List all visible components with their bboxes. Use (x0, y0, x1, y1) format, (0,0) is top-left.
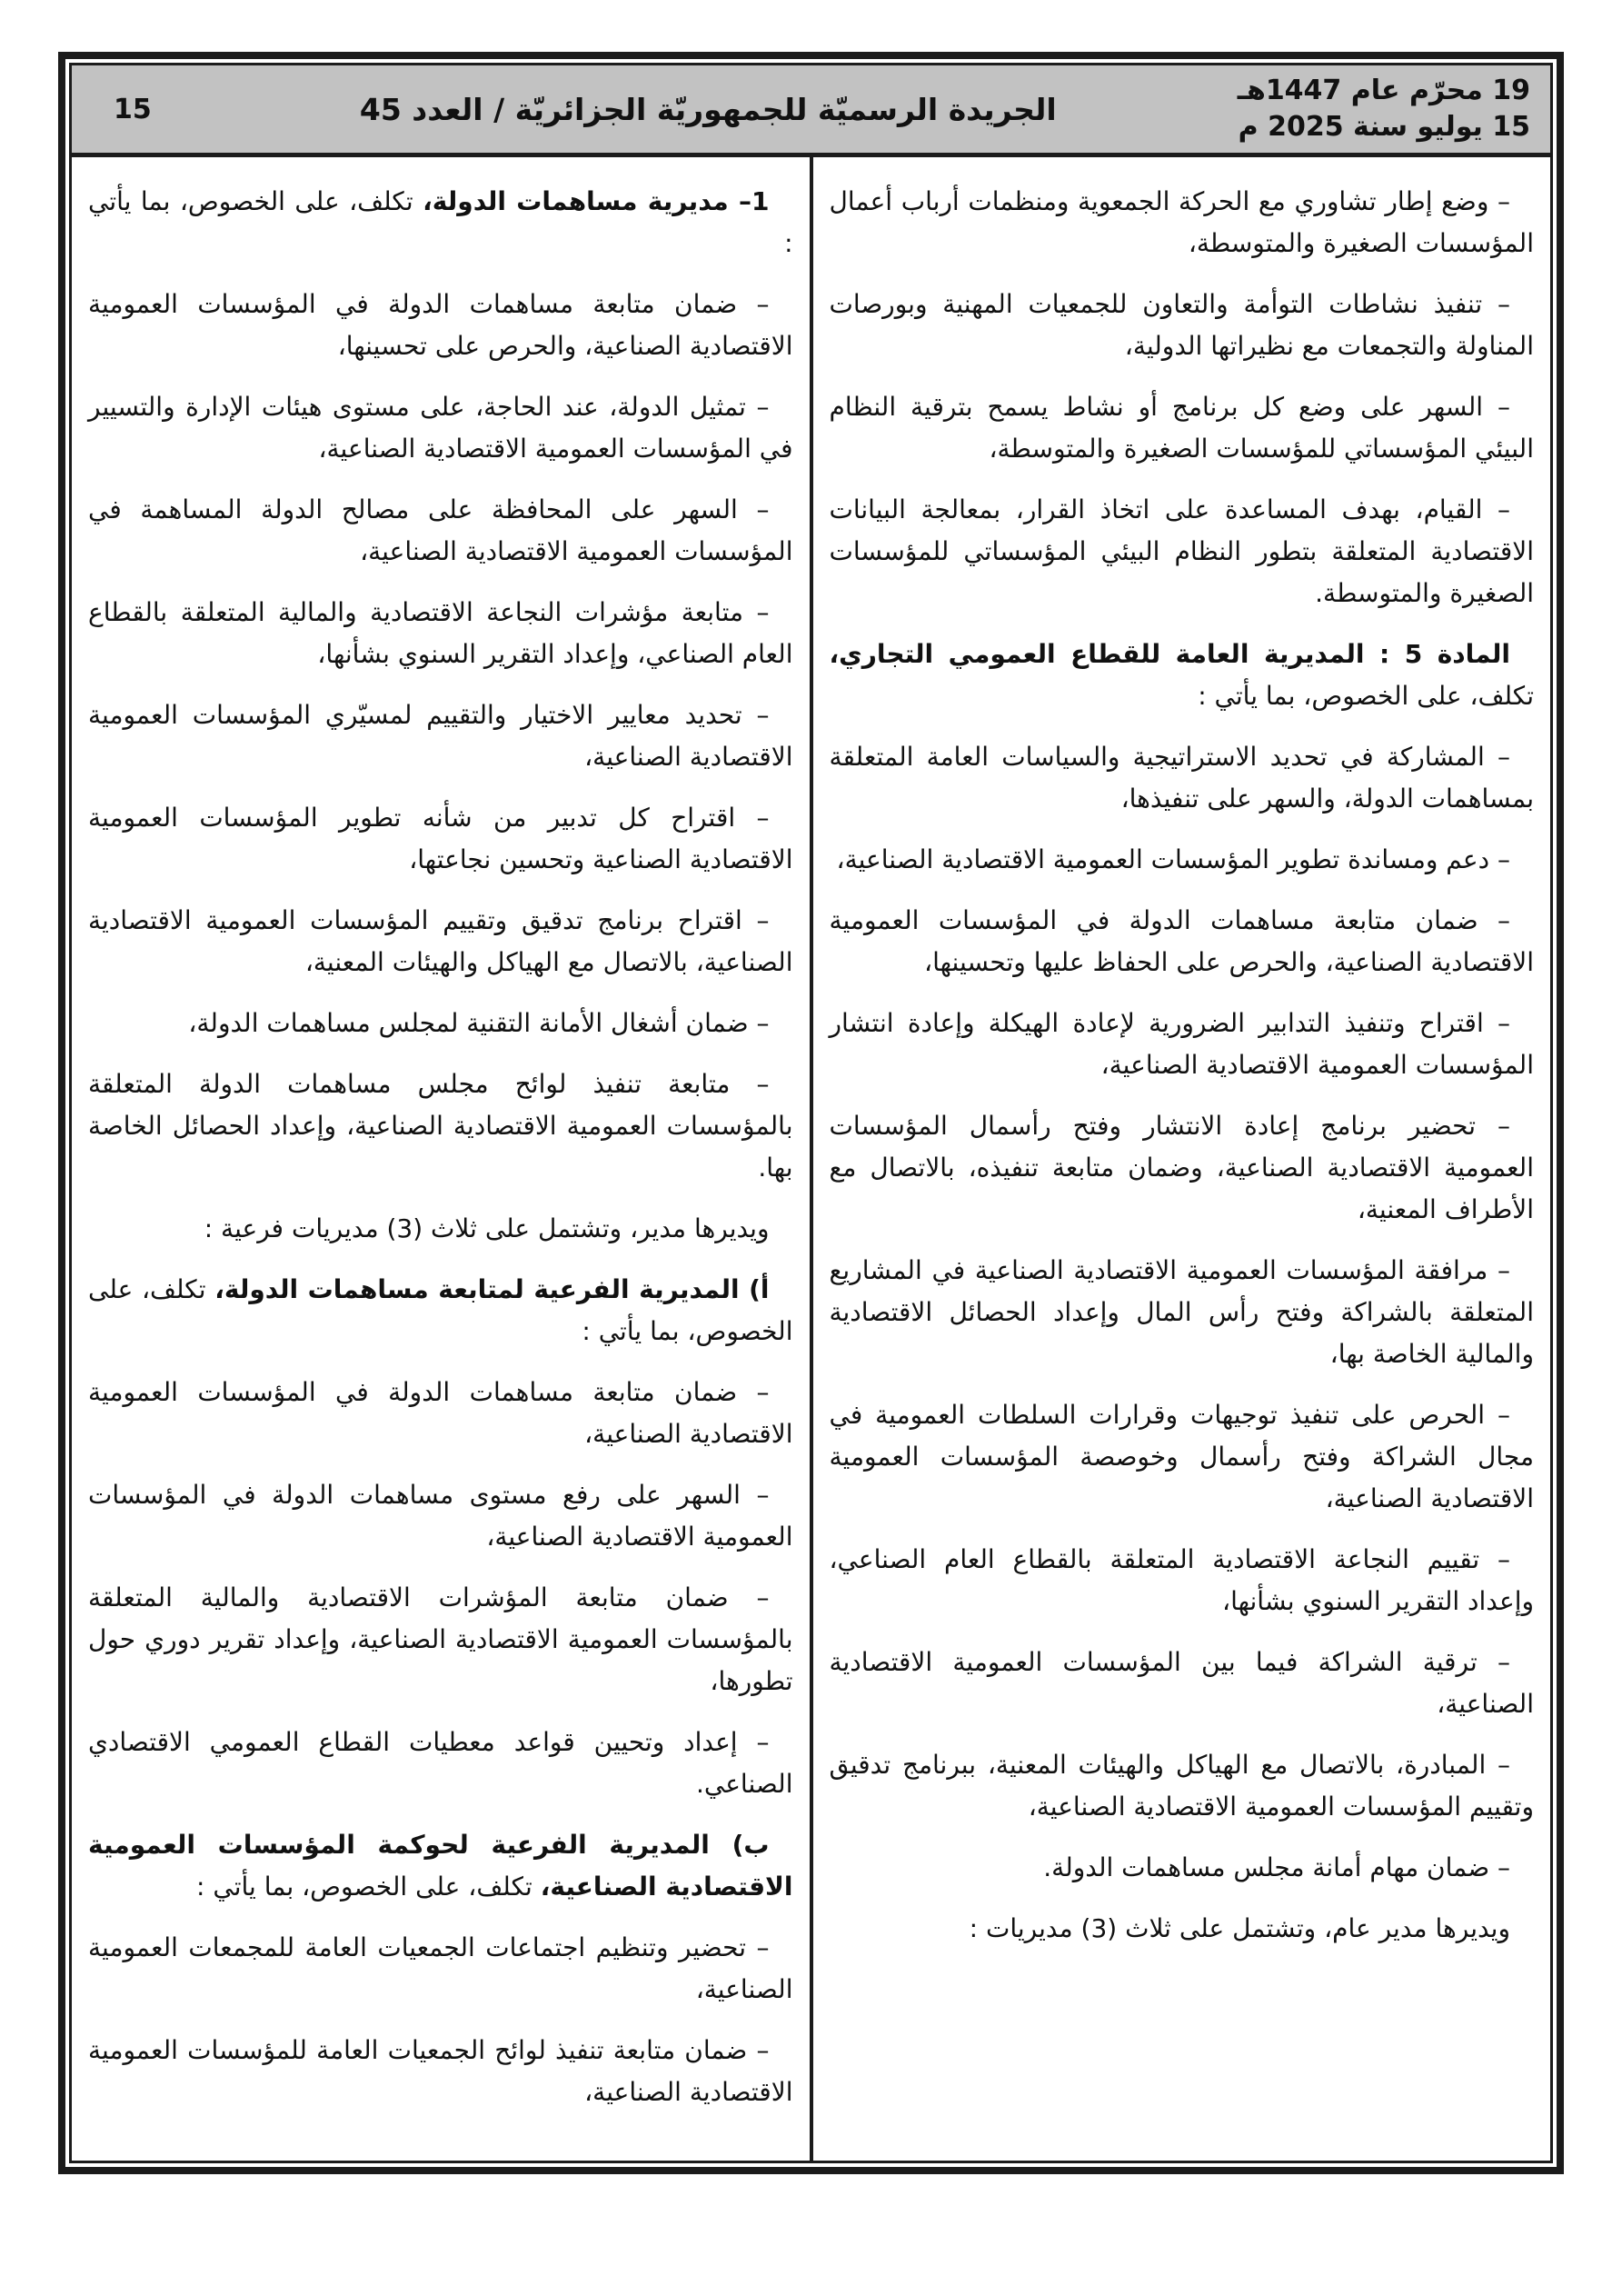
paragraph-heading: المادة 5 : المديرية العامة للقطاع العمومي التجاري، (829, 639, 1510, 669)
page-frame (58, 52, 1564, 2174)
paragraph: 1– مديرية مساهمات الدولة، تكلف، على الخصوص، بما يأتي : (88, 186, 793, 258)
paragraph: – تحديد معايير الاختيار والتقييم لمسيّري المؤسسات العمومية الاقتصادية الصناعية، (88, 700, 793, 772)
paragraph: – تمثيل الدولة، عند الحاجة، على مستوى هيئات الإدارة والتسيير في المؤسسات العمومية الاقتصادية الصناعية، (88, 392, 793, 464)
paragraph: – تنفيذ نشاطات التوأمة والتعاون للجمعيات المهنية وبورصات المناولة والتجمعات مع نظيراتها الدولية، (829, 289, 1534, 361)
paragraph: – متابعة تنفيذ لوائح مجلس مساهمات الدولة المتعلقة بالمؤسسات العمومية الاقتصادية الصناعية، وإعداد الحصائل الخاصة بها. (88, 1069, 793, 1183)
paragraph: – السهر على وضع كل برنامج أو نشاط يسمح بترقية النظام البيئي المؤسساتي للمؤسسات الصغيرة والمتوسطة، (829, 392, 1534, 464)
paragraph-heading: ب) المديرية الفرعية لحوكمة المؤسسات العمومية الاقتصادية الصناعية، (88, 1830, 793, 1902)
paragraph: ب) المديرية الفرعية لحوكمة المؤسسات العمومية الاقتصادية الصناعية، تكلف، على الخصوص، بما يأتي : (88, 1830, 793, 1902)
paragraph: – مرافقة المؤسسات العمومية الاقتصادية الصناعية في المشاريع المتعلقة بالشراكة وفتح رأس المال وإعداد الحصائل الاقتصادية والمالية الخاصة بها، (829, 1255, 1534, 1369)
date-hijri: 19 محرّم عام 1447هـ (1237, 75, 1530, 106)
paragraph: – اقتراح كل تدبير من شأنه تطوير المؤسسات العمومية الاقتصادية الصناعية وتحسين نجاعتها، (88, 803, 793, 874)
paragraph: – دعم ومساندة تطوير المؤسسات العمومية الاقتصادية الصناعية، (836, 844, 1510, 874)
paragraph: – ضمان متابعة مساهمات الدولة في المؤسسات العمومية الاقتصادية الصناعية، والحرص على تحسينها، (88, 289, 793, 361)
paragraph-heading: أ) المديرية الفرعية لمتابعة مساهمات الدولة، (214, 1274, 770, 1304)
paragraph: المادة 5 : المديرية العامة للقطاع العمومي التجاري، تكلف، على الخصوص، بما يأتي : (829, 639, 1534, 711)
paragraph: – تحضير وتنظيم اجتماعات الجمعيات العامة للمجمعات العمومية الصناعية، (88, 1932, 793, 2004)
paragraph: – السهر على رفع مستوى مساهمات الدولة في المؤسسات العمومية الاقتصادية الصناعية، (88, 1480, 793, 1552)
paragraph: – ضمان متابعة مساهمات الدولة في المؤسسات العمومية الاقتصادية الصناعية، والحرص على الحفاظ عليها وتحسينها، (829, 905, 1534, 977)
paragraph: – ضمان مهام أمانة مجلس مساهمات الدولة. (1043, 1852, 1510, 1882)
column-right (813, 157, 1551, 2161)
paragraph: – إعداد وتحيين قواعد معطيات القطاع العمومي الاقتصادي الصناعي. (88, 1727, 793, 1799)
paragraph: – وضع إطار تشاوري مع الحركة الجمعوية ومنظمات أرباب أعمال المؤسسات الصغيرة والمتوسطة، (829, 186, 1534, 258)
paragraph: – تقييم النجاعة الاقتصادية المتعلقة بالقطاع العام الصناعي، وإعداد التقرير السنوي بشأنها، (829, 1544, 1534, 1616)
paragraph: – متابعة مؤشرات النجاعة الاقتصادية والمالية المتعلقة بالقطاع العام الصناعي، وإعداد التقرير السنوي بشأنها، (88, 597, 793, 669)
paragraph: – القيام، بهدف المساعدة على اتخاذ القرار، بمعالجة البيانات الاقتصادية المتعلقة بتطور النظام البيئي المؤسساتي للمؤسسات الصغيرة والمتوسطة. (829, 494, 1534, 608)
paragraph: – ضمان متابعة تنفيذ لوائح الجمعيات العامة للمؤسسات العمومية الاقتصادية الصناعية، (88, 2035, 793, 2107)
paragraph: ويديرها مدير، وتشتمل على ثلاث (3) مديريات فرعية : (204, 1213, 770, 1243)
column-left (72, 157, 810, 2161)
column-divider (810, 157, 813, 2161)
paragraph: – تحضير برنامج إعادة الانتشار وفتح رأسمال المؤسسات العمومية الاقتصادية الصناعية، وضمان متابعة تنفيذه، بالاتصال مع الأطراف المعنية، (829, 1111, 1534, 1224)
header-date-block (1238, 73, 1550, 145)
paragraph: – ترقية الشراكة فيما بين المؤسسات العمومية الاقتصادية الصناعية، (829, 1647, 1534, 1719)
paragraph: – اقتراح وتنفيذ التدابير الضرورية لإعادة الهيكلة وإعادة انتشار المؤسسات العمومية الاقتصادية الصناعية، (829, 1008, 1534, 1080)
paragraph: – ضمان متابعة مساهمات الدولة في المؤسسات العمومية الاقتصادية الصناعية، (88, 1377, 793, 1449)
date-gregorian: 15 يوليو سنة 2025 م (1238, 111, 1530, 143)
paragraph: – ضمان أشغال الأمانة التقنية لمجلس مساهمات الدولة، (188, 1008, 770, 1038)
paragraph: – الحرص على تنفيذ توجيهات وقرارات السلطات العمومية في مجال الشراكة وفتح رأسمال وخوصصة المؤسسات العمومية الاقتصادية الصناعية، (829, 1400, 1534, 1513)
paragraph: – المشاركة في تحديد الاستراتيجية والسياسات العامة المتعلقة بمساهمات الدولة، والسهر على تنفيذها، (829, 742, 1534, 814)
paragraph: – ضمان متابعة المؤشرات الاقتصادية والمالية المتعلقة بالمؤسسات العمومية الاقتصادية الصناعية، وإعداد تقرير دوري حول تطورها، (88, 1582, 793, 1696)
page-frame-inner (69, 63, 1553, 2163)
paragraph: – اقتراح برنامج تدقيق وتقييم المؤسسات العمومية الاقتصادية الصناعية، بالاتصال مع الهياكل والهيئات المعنية، (88, 905, 793, 977)
gazette-title: الجريدة الرسميّة للجمهوريّة الجزائريّة / العدد 45 (359, 91, 1057, 127)
body-area (72, 157, 1550, 2161)
paragraph: أ) المديرية الفرعية لمتابعة مساهمات الدولة، تكلف، على الخصوص، بما يأتي : (88, 1274, 793, 1346)
paragraph-heading: 1– مديرية مساهمات الدولة، (423, 186, 770, 216)
page-number: 15 (114, 93, 152, 125)
paragraph: – السهر على المحافظة على مصالح الدولة المساهمة في المؤسسات العمومية الاقتصادية الصناعية، (88, 494, 793, 566)
paragraph: ويديرها مدير عام، وتشتمل على ثلاث (3) مديريات : (969, 1913, 1510, 1943)
paragraph: – المبادرة، بالاتصال مع الهياكل والهيئات المعنية، ببرنامج تدقيق وتقييم المؤسسات العمومية الاقتصادية الصناعية، (829, 1750, 1534, 1822)
header-band (72, 65, 1550, 157)
